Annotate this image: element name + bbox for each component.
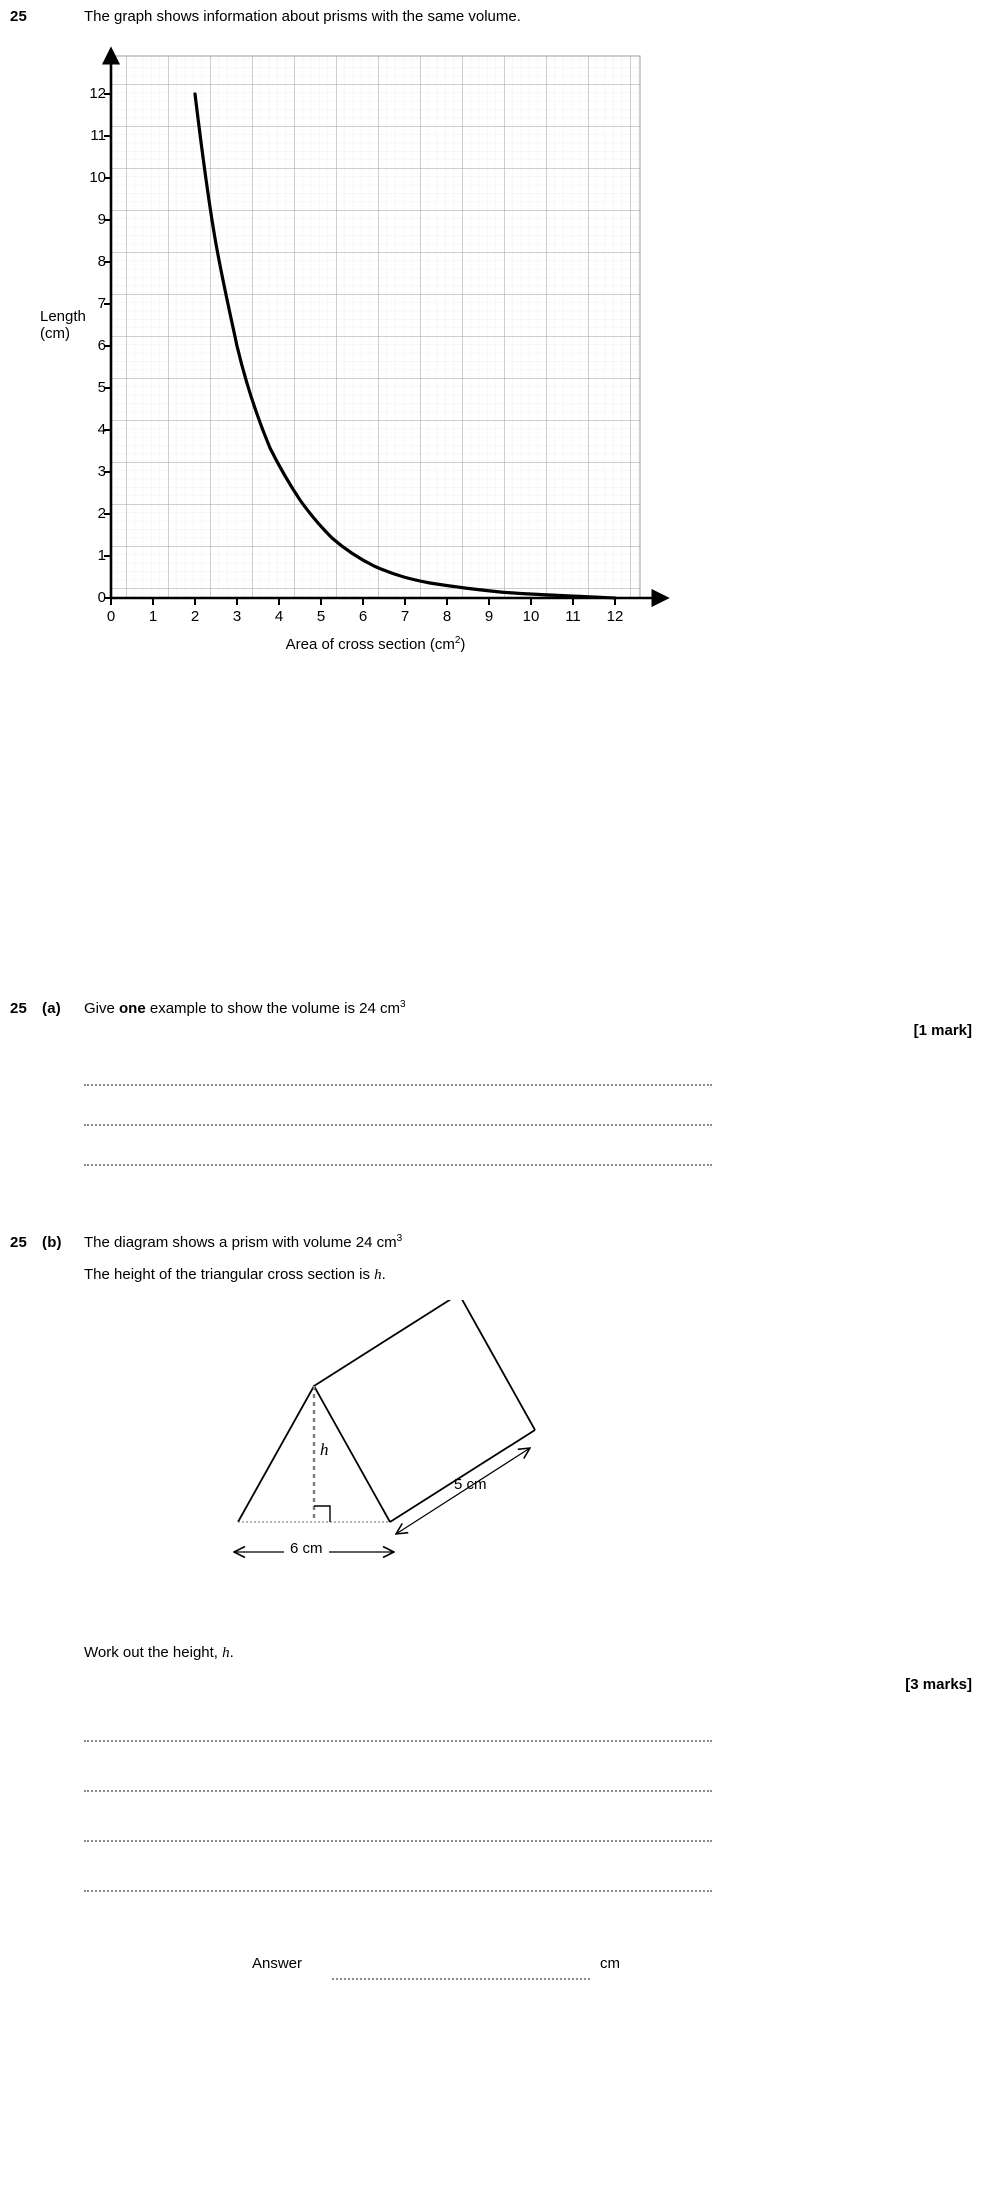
part-b-line2-text: The height of the triangular cross section is xyxy=(84,1266,375,1283)
x-tick-label-4: 4 xyxy=(274,608,284,625)
part-a-exponent: 3 xyxy=(399,999,406,1010)
y-tick-label-7: 7 xyxy=(97,295,106,312)
x-tick-label-0: 0 xyxy=(106,608,116,625)
question-stem: The graph shows information about prisms with the same volume. xyxy=(84,8,521,25)
part-b-instruction-text: Work out the height, xyxy=(84,1644,223,1661)
part-b-line1-exponent: 3 xyxy=(396,1233,403,1244)
part-b-line2-tail: . xyxy=(381,1266,386,1283)
y-tick-label-12: 12 xyxy=(89,85,106,102)
height-label: h xyxy=(320,1440,329,1459)
part-a-letter: (a) xyxy=(42,1000,61,1017)
x-tick-label-7: 7 xyxy=(400,608,410,625)
y-tick-label-9: 9 xyxy=(97,211,106,228)
base-length-label: 6 cm xyxy=(284,1540,329,1557)
right-angle-marker xyxy=(314,1506,330,1522)
part-b-instruction xyxy=(84,1644,234,1662)
y-tick-label-8: 8 xyxy=(97,253,106,270)
question-number: 25 xyxy=(10,8,28,25)
x-tick-label-11: 11 xyxy=(565,608,581,625)
graph-gridlines xyxy=(111,56,640,598)
part-b-answer-line-3[interactable] xyxy=(84,1840,712,1842)
x-tick-label-6: 6 xyxy=(358,608,368,625)
y-axis-title-line1: Length xyxy=(40,308,86,325)
part-a-text-after: example to show the volume is 24 cm xyxy=(145,1000,400,1017)
x-tick-label-12: 12 xyxy=(606,608,624,625)
part-b-line2 xyxy=(84,1266,386,1284)
part-a-text xyxy=(84,1000,406,1017)
part-b-line1 xyxy=(84,1234,402,1251)
part-a-marks: [1 mark] xyxy=(913,1022,972,1039)
part-a-text-before: Give xyxy=(84,1000,120,1017)
answer-label: Answer xyxy=(252,1955,303,1972)
x-axis-title xyxy=(111,636,640,653)
part-b-line2-variable: h xyxy=(374,1267,382,1283)
y-tick-label-1: 1 xyxy=(97,547,106,564)
x-tick-label-5: 5 xyxy=(316,608,326,625)
y-axis-title-line2: (cm) xyxy=(40,325,70,343)
part-a-answer-line-3[interactable] xyxy=(84,1164,712,1166)
final-answer-field[interactable] xyxy=(332,1978,590,1980)
part-b-instruction-variable: h xyxy=(222,1645,230,1661)
part-a-question-number: 25 xyxy=(10,1000,28,1017)
part-b-question-number: 25 xyxy=(10,1234,28,1251)
x-axis-title-exponent: 2 xyxy=(454,635,461,646)
part-b-answer-line-2[interactable] xyxy=(84,1790,712,1792)
y-tick-label-6: 6 xyxy=(97,337,106,354)
part-b-answer-line-1[interactable] xyxy=(84,1740,712,1742)
part-a-answer-line-1[interactable] xyxy=(84,1084,712,1086)
x-tick-label-9: 9 xyxy=(484,608,494,625)
graph-figure xyxy=(0,0,984,660)
y-tick-label-3: 3 xyxy=(97,463,106,480)
x-tick-label-10: 10 xyxy=(522,608,540,625)
y-tick-label-11: 11 xyxy=(90,127,106,144)
part-b-instruction-tail: . xyxy=(229,1644,234,1661)
x-axis-title-tail: ) xyxy=(460,636,466,653)
prism-diagram xyxy=(200,1300,620,1640)
x-tick-label-8: 8 xyxy=(442,608,452,625)
x-axis-title-main: Area of cross section (cm xyxy=(285,636,455,653)
part-b-marks: [3 marks] xyxy=(905,1676,972,1693)
part-a-text-bold: one xyxy=(119,1000,146,1017)
part-b-letter: (b) xyxy=(42,1234,62,1251)
prism-back-edge-1 xyxy=(459,1300,535,1430)
y-tick-label-4: 4 xyxy=(97,421,106,438)
x-tick-label-3: 3 xyxy=(232,608,242,625)
graph-svg xyxy=(0,0,984,660)
part-b-line1-text: The diagram shows a prism with volume 24 cm xyxy=(84,1234,397,1251)
y-tick-label-2: 2 xyxy=(97,505,106,522)
part-b-answer-line-4[interactable] xyxy=(84,1890,712,1892)
y-tick-label-0: 0 xyxy=(97,589,106,606)
answer-unit: cm xyxy=(600,1955,620,1972)
y-tick-label-5: 5 xyxy=(97,379,106,396)
x-tick-label-2: 2 xyxy=(190,608,200,625)
prism-body xyxy=(238,1300,535,1522)
depth-length-label: 5 cm xyxy=(454,1476,487,1493)
x-tick-label-1: 1 xyxy=(148,608,158,625)
prism-top-ridge xyxy=(314,1300,459,1386)
prism-svg xyxy=(200,1300,620,1640)
prism-back-edge-2 xyxy=(383,1300,459,1430)
part-a-answer-line-2[interactable] xyxy=(84,1124,712,1126)
y-tick-label-10: 10 xyxy=(89,169,106,186)
